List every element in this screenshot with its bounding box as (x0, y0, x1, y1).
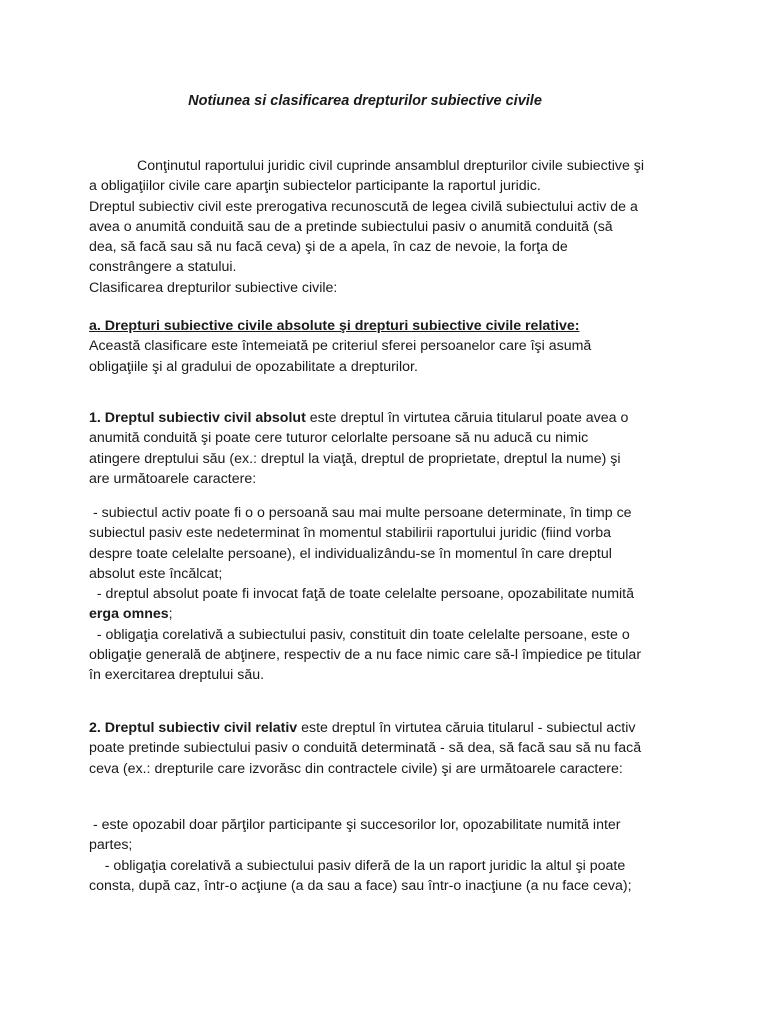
text-line: 1. Dreptul subiectiv civil absolut este dreptul în virtutea căruia titularul poate avea o (89, 410, 629, 426)
text-line: avea o anumită conduită sau de a pretinde subiectului pasiv o anumită conduită (să (89, 218, 613, 235)
text-line: dea, să facă sau să nu facă ceva) şi de a apela, în caz de nevoie, la forţa de (89, 239, 568, 256)
point-2-label: 2. Dreptul subiectiv civil relativ (89, 720, 298, 736)
text-line: obligaţiile şi al gradului de opozabilitate a drepturilor. (89, 358, 418, 375)
text-line: subiectul pasiv este nedeterminat în momentul stabilirii raportului juridic (fiind vorba (89, 525, 612, 542)
text-line: Dreptul subiectiv civil este prerogativa recunoscută de legea civilă subiectului activ de a (89, 198, 638, 215)
text-line: are următoarele caractere: (89, 470, 257, 487)
text-line: ceva (ex.: drepturile care izvorăsc din contractele civile) şi are următoarele caractere: (89, 760, 623, 777)
text-line: Conţinutul raportului juridic civil cuprinde ansamblul drepturilor civile subiective şi (137, 158, 645, 174)
section-a (89, 316, 689, 377)
text-line: Clasificarea drepturilor subiective civile: (89, 279, 338, 296)
point-1-traits (89, 503, 689, 686)
text-line: - dreptul absolut poate fi invocat faţă de toate celelalte persoane, opozabilitate numită (89, 586, 634, 603)
text-line: erga omnes; (89, 606, 173, 623)
text-line: - obligaţia corelativă a subiectului pasiv diferă de la un raport juridic la altul şi poate (89, 857, 626, 874)
point-1-label: 1. Dreptul subiectiv civil absolut (89, 410, 306, 426)
document-title: Notiunea si clasificarea drepturilor subiective civile (188, 93, 542, 109)
section-a-heading: a. Drepturi subiective civile absolute şi drepturi subiective civile relative: (89, 318, 580, 334)
erga-omnes-term: erga omnes (89, 606, 169, 623)
text-line: a obligaţiilor civile care aparţin subiectelor participante la raportul juridic. (89, 178, 541, 195)
text-line: despre toate celelalte persoane), el individualizându-se în momentul în care dreptul (89, 545, 612, 562)
point-2-paragraph (89, 718, 689, 779)
text-line: atingere dreptului său (ex.: dreptul la viaţă, dreptul de proprietate, dreptul la nume) şi (89, 450, 621, 467)
text-line: obligaţie generală de abţinere, respectiv de a nu face nimic care să-l împiedice pe titular (89, 647, 642, 664)
text-line: - subiectul activ poate fi o o persoană sau mai multe persoane determinate, în timp ce (89, 505, 632, 521)
text-line: Această clasificare este întemeiată pe criteriul sferei persoanelor care îşi asumă (89, 338, 592, 355)
point-2-traits (89, 815, 689, 896)
text-line: anumită conduită şi poate cere tuturor celorlalte persoane să nu aducă cu nimic (89, 430, 589, 447)
text-line: - obligaţia corelativă a subiectului pasiv, constituit din toate celelalte persoane, este o (89, 626, 630, 643)
text-line: constrângere a statului. (89, 259, 237, 276)
text-line: absolut este încălcat; (89, 565, 223, 582)
text-line: partes; (89, 837, 133, 854)
text-line: - este opozabil doar părţilor participante şi succesorilor lor, opozabilitate numită inter (89, 817, 621, 833)
text-line: 2. Dreptul subiectiv civil relativ este dreptul în virtutea căruia titularul - subiectul activ (89, 720, 636, 736)
text-line: poate pretinde subiectului pasiv o conduită determinată - să dea, să facă sau să nu facă (89, 740, 642, 757)
text-line: în exercitarea dreptului său. (89, 667, 265, 684)
point-1-paragraph (89, 408, 689, 489)
intro-paragraph (89, 156, 689, 298)
text-line: consta, după caz, într-o acţiune (a da sau a face) sau într-o inacţiune (a nu face ceva); (89, 877, 632, 894)
